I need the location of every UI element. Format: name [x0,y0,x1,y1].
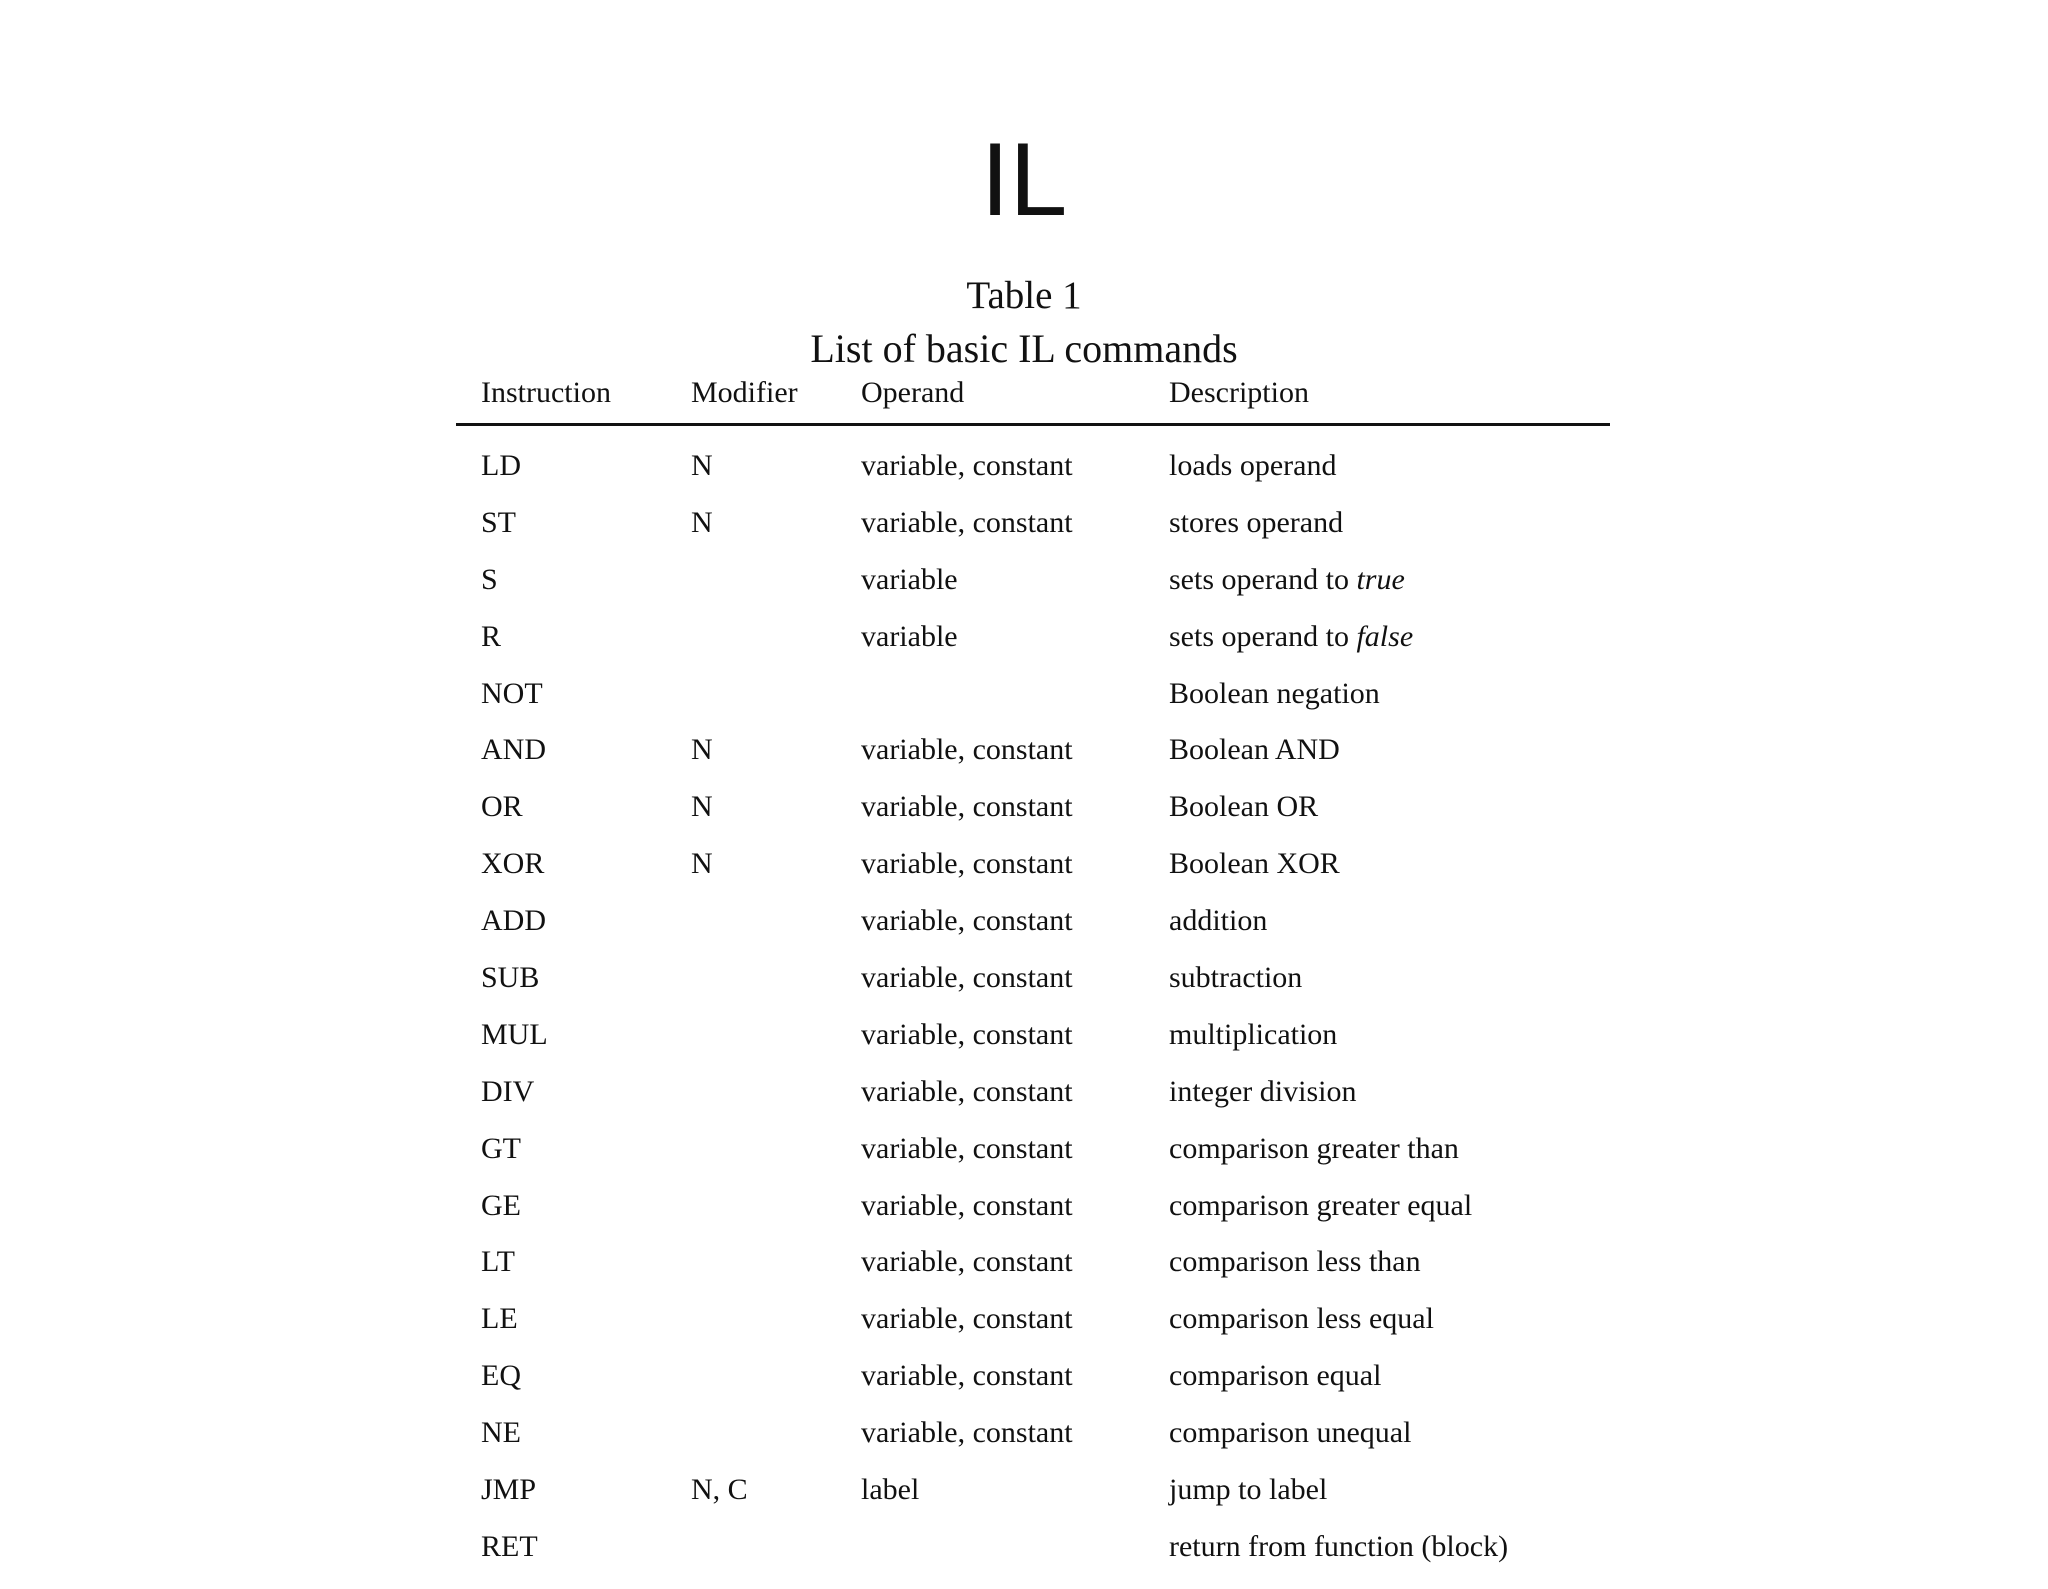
instruction-cell: DIV [481,1074,535,1108]
description-cell [1169,906,1267,936]
table-row [456,1361,1610,1418]
instruction-cell: GE [481,1188,521,1222]
il-commands-table [456,378,1610,1589]
table-row [456,1017,1610,1077]
modifier-cell: N [691,733,713,767]
description-text: sets operand to [1169,562,1357,596]
operand-cell: variable, constant [861,1302,1073,1336]
description-cell [1169,619,1414,653]
instruction-cell: S [481,562,498,596]
table-number: Table 1 [966,274,1082,317]
description-cell [1169,1361,1381,1391]
table-caption: List of basic IL commands [810,326,1238,371]
instruction-cell: NOT [481,676,543,710]
modifier-cell: N, C [691,1473,748,1507]
description-cell [1169,676,1380,710]
description-text: comparison greater equal [1169,1188,1473,1222]
description-cell [1169,451,1336,481]
instruction-cell: ST [481,505,517,539]
operand-cell: variable, constant [861,1074,1073,1108]
operand-cell: variable, constant [861,733,1073,767]
table-row [456,849,1610,906]
table-row [456,906,1610,963]
description-text: comparison unequal [1169,1416,1412,1450]
description-cell [1169,1188,1473,1222]
table-row [456,451,1610,508]
table-row [456,735,1610,792]
description-text: comparison equal [1169,1359,1382,1393]
description-text: subtraction [1169,961,1303,995]
operand-cell: variable, constant [861,790,1073,824]
instruction-cell: EQ [481,1359,521,1393]
operand-cell: variable, constant [861,847,1073,881]
instruction-cell: LE [481,1302,518,1336]
instruction-cell: AND [481,733,546,767]
table-row [456,1247,1610,1304]
operand-cell: variable, constant [861,1359,1073,1393]
instruction-cell: MUL [481,1017,548,1051]
description-text: Boolean AND [1169,733,1340,767]
instruction-cell: R [481,619,502,653]
operand-cell: variable, constant [861,1245,1073,1279]
table-row [456,792,1610,849]
operand-cell: label [861,1473,920,1507]
table-row [456,1475,1610,1532]
description-cell [1169,1418,1411,1448]
description-text: Boolean OR [1169,790,1319,824]
description-text: comparison less equal [1169,1302,1434,1336]
instruction-cell: SUB [481,961,540,995]
description-text: Boolean XOR [1169,847,1340,881]
modifier-cell: N [691,505,713,539]
operand-cell: variable, constant [861,904,1073,938]
instruction-cell: NE [481,1416,521,1450]
description-cell [1169,1247,1421,1277]
description-text: return from function (block) [1169,1529,1509,1563]
table-row [456,562,1610,622]
instruction-cell: GT [481,1131,521,1165]
table-row [456,963,1610,1020]
table-row [456,505,1610,565]
description-cell [1169,505,1344,539]
modifier-cell: N [691,790,713,824]
instruction-cell: OR [481,790,523,824]
operand-cell: variable, constant [861,961,1073,995]
instruction-cell: LD [481,449,521,482]
table-body [456,451,1610,1589]
description-text: jump to label [1169,1473,1328,1507]
description-text: integer division [1169,1074,1357,1108]
description-text: loads operand [1169,449,1337,482]
operand-cell: variable, constant [861,1131,1073,1165]
description-cell [1169,963,1302,993]
description-text: stores operand [1169,505,1344,539]
instruction-cell: JMP [481,1473,537,1507]
table-row [456,1529,1610,1589]
description-text: Boolean negation [1169,676,1380,710]
table-row [456,1304,1610,1361]
instruction-cell: RET [481,1529,538,1563]
table-row [456,676,1610,736]
operand-cell: variable [861,562,958,596]
description-cell [1169,792,1318,822]
slide-title: IL [980,122,1068,238]
description-cell [1169,1074,1357,1108]
description-cell [1169,1529,1509,1563]
description-cell [1169,849,1340,879]
operand-cell: variable, constant [861,505,1073,539]
instruction-cell: ADD [481,904,546,938]
description-text: sets operand to [1169,619,1357,653]
description-text: comparison greater than [1169,1131,1459,1165]
column-header-operand: Operand [861,376,965,409]
description-emphasis: false [1356,619,1414,653]
operand-cell: variable, constant [861,1416,1073,1450]
column-header-description: Description [1169,376,1309,409]
description-cell [1169,1131,1459,1165]
table-row [456,1188,1610,1248]
instruction-cell: XOR [481,847,545,881]
column-header-instruction: Instruction [481,376,611,409]
table-row [456,1418,1610,1475]
description-cell [1169,1475,1327,1505]
table-row [456,1131,1610,1191]
table-header-row [456,378,1610,423]
description-text: addition [1169,904,1268,938]
description-cell [1169,562,1405,596]
operand-cell: variable, constant [861,1188,1073,1222]
table-row [456,619,1610,679]
column-header-modifier: Modifier [691,376,798,409]
modifier-cell: N [691,449,713,482]
header-rule [456,423,1610,426]
description-text: multiplication [1169,1017,1338,1051]
operand-cell: variable [861,619,958,653]
operand-cell: variable, constant [861,449,1073,482]
instruction-cell: LT [481,1245,515,1279]
description-cell [1169,1017,1338,1051]
table-row [456,1074,1610,1134]
description-emphasis: true [1356,562,1405,596]
operand-cell: variable, constant [861,1017,1073,1051]
modifier-cell: N [691,847,713,881]
description-cell [1169,735,1340,765]
description-cell [1169,1304,1434,1334]
description-text: comparison less than [1169,1245,1421,1279]
